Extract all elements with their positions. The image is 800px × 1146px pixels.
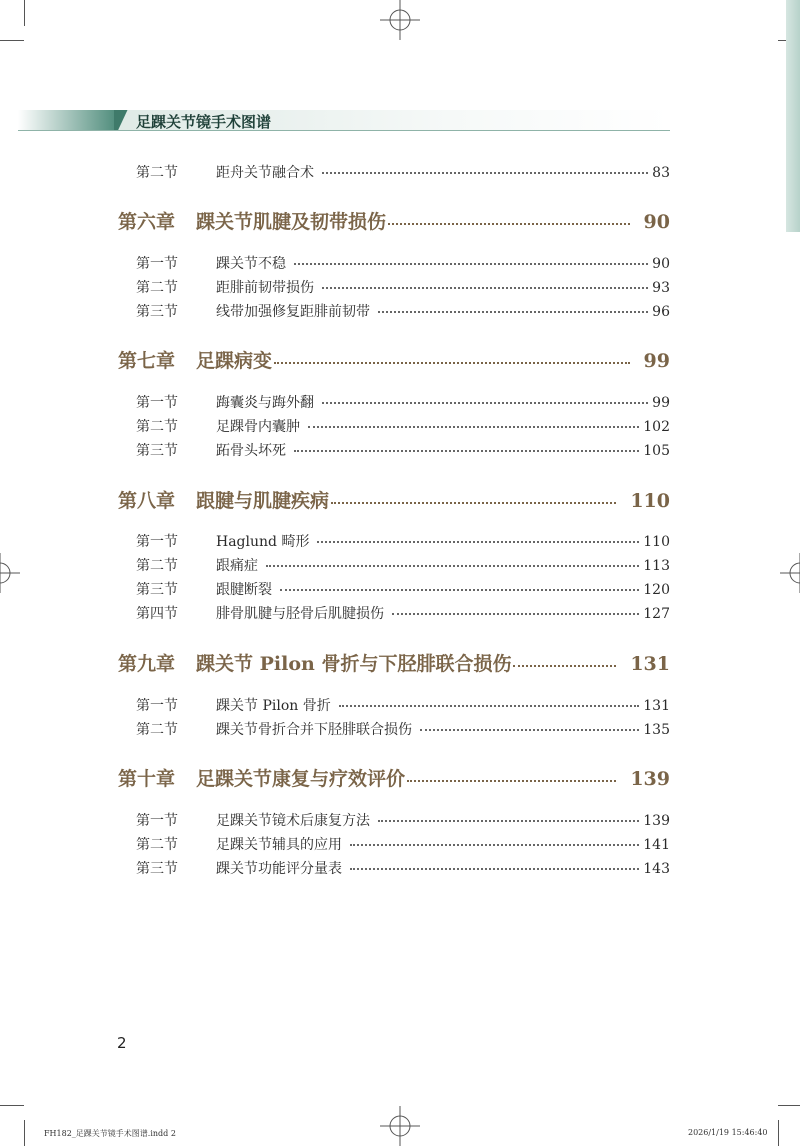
dot-leader (388, 222, 630, 225)
dot-leader (339, 704, 640, 707)
dot-leader (331, 501, 616, 504)
page-ref: 105 (643, 443, 670, 459)
dot-leader (322, 286, 648, 289)
book-title: 足踝关节镜手术图谱 (136, 113, 272, 131)
dot-leader (308, 425, 639, 428)
crop-mark (778, 1120, 779, 1146)
page-ref: 131 (630, 653, 670, 675)
section-number: 第四节 (136, 606, 178, 622)
dot-leader (378, 819, 639, 822)
section-title: 足踝关节辅具的应用 (216, 837, 342, 853)
crop-mark (24, 1120, 25, 1146)
dot-leader (294, 262, 648, 265)
section-number: 第一节 (136, 534, 178, 550)
toc-chapter-entry (118, 649, 670, 679)
toc-section-entry (118, 695, 670, 717)
section-title: 距腓前韧带损伤 (216, 280, 314, 296)
section-number: 第二节 (136, 165, 178, 181)
page-ref: 90 (643, 211, 670, 233)
page-ref: 131 (643, 698, 670, 714)
chapter-number: 第九章 (118, 653, 176, 675)
toc-section-entry (118, 392, 670, 414)
page-ref: 143 (643, 861, 670, 877)
section-title: 踝关节功能评分量表 (216, 861, 342, 877)
section-title: 跖骨头坏死 (216, 443, 286, 459)
toc-section-entry (118, 834, 670, 856)
page-ref: 99 (643, 350, 670, 372)
toc-section-entry (118, 579, 670, 601)
chapter-title: 踝关节 Pilon 骨折与下胫腓联合损伤 (196, 653, 512, 675)
section-title: 踝关节不稳 (216, 256, 286, 272)
page-ref: 99 (652, 395, 670, 411)
section-title: 跟腱断裂 (216, 582, 272, 598)
dot-leader (322, 171, 648, 174)
chapter-number: 第六章 (118, 211, 176, 233)
toc-section-entry (118, 555, 670, 577)
chapter-number: 第八章 (118, 490, 176, 512)
page-ref: 102 (643, 419, 670, 435)
toc-section-entry (118, 858, 670, 880)
section-number: 第三节 (136, 443, 178, 459)
section-title: 距舟关节融合术 (216, 165, 314, 181)
dot-leader (280, 588, 639, 591)
crop-mark (778, 1105, 800, 1106)
toc-section-entry (118, 440, 670, 462)
section-number: 第三节 (136, 582, 178, 598)
section-title: 踝关节骨折合并下胫腓联合损伤 (216, 722, 412, 738)
chapter-title: 足踝病变 (196, 350, 273, 372)
print-slug-file: FH182_足踝关节镜手术图谱.indd 2 (44, 1129, 176, 1138)
section-number: 第二节 (136, 722, 178, 738)
dot-leader (392, 612, 639, 615)
section-number: 第三节 (136, 304, 178, 320)
chapter-number: 第七章 (118, 350, 176, 372)
section-number: 第一节 (136, 395, 178, 411)
chapter-title: 足踝关节康复与疗效评价 (196, 768, 406, 790)
dot-leader (294, 449, 639, 452)
page-ref: 96 (652, 304, 670, 320)
edge-tab (786, 0, 800, 232)
section-number: 第一节 (136, 256, 178, 272)
section-title: 跟痛症 (216, 558, 258, 574)
crop-mark (0, 40, 24, 41)
toc-chapter-entry (118, 764, 670, 794)
dot-leader (317, 540, 639, 543)
section-title: 足踝关节镜术后康复方法 (216, 813, 370, 829)
toc-section-entry (118, 277, 670, 299)
section-number: 第一节 (136, 813, 178, 829)
registration-mark-icon (380, 0, 420, 40)
dot-leader (378, 310, 648, 313)
toc-chapter-entry (118, 346, 670, 376)
toc-section-entry (118, 416, 670, 438)
page-ref: 127 (643, 606, 670, 622)
dot-leader (322, 401, 648, 404)
section-title: 踝关节 Pilon 骨折 (216, 698, 331, 714)
page-ref: 110 (643, 534, 670, 550)
page-ref: 90 (652, 256, 670, 272)
page-ref: 120 (643, 582, 670, 598)
page-ref: 110 (630, 490, 670, 512)
chapter-number: 第十章 (118, 768, 176, 790)
page-ref: 135 (643, 722, 670, 738)
section-title: Haglund 畸形 (216, 534, 310, 550)
section-title: 线带加强修复距腓前韧带 (216, 304, 370, 320)
section-number: 第三节 (136, 861, 178, 877)
section-number: 第二节 (136, 837, 178, 853)
toc-chapter-entry (118, 486, 670, 516)
toc-section-entry (118, 603, 670, 625)
header-gradient (18, 110, 118, 130)
page-number: 2 (117, 1034, 127, 1052)
dot-leader (420, 728, 639, 731)
chapter-title: 跟腱与肌腱疾病 (196, 490, 330, 512)
registration-mark-icon (780, 553, 800, 593)
toc-section-entry (118, 162, 670, 184)
running-header (18, 110, 670, 131)
page-ref: 83 (652, 165, 670, 181)
toc-section-entry (118, 253, 670, 275)
page-ref: 113 (643, 558, 670, 574)
section-number: 第二节 (136, 419, 178, 435)
chapter-title: 踝关节肌腱及韧带损伤 (196, 211, 387, 233)
dot-leader (513, 664, 616, 667)
dot-leader (266, 564, 639, 567)
dot-leader (350, 867, 639, 870)
section-number: 第二节 (136, 558, 178, 574)
crop-mark (0, 1105, 24, 1106)
header-slant (114, 110, 134, 130)
crop-mark (24, 0, 25, 26)
dot-leader (274, 361, 630, 364)
page-ref: 141 (643, 837, 670, 853)
page-ref: 93 (652, 280, 670, 296)
section-title: 踇囊炎与踇外翻 (216, 395, 314, 411)
toc-section-entry (118, 531, 670, 553)
print-slug-date: 2026/1/19 15:46:40 (688, 1128, 768, 1137)
section-number: 第二节 (136, 280, 178, 296)
page-ref: 139 (630, 768, 670, 790)
section-number: 第一节 (136, 698, 178, 714)
page-ref: 139 (643, 813, 670, 829)
toc-section-entry (118, 810, 670, 832)
registration-mark-icon (0, 553, 20, 593)
dot-leader (407, 779, 616, 782)
toc-section-entry (118, 301, 670, 323)
toc-section-entry (118, 719, 670, 741)
section-title: 腓骨肌腱与胫骨后肌腱损伤 (216, 606, 384, 622)
dot-leader (350, 843, 639, 846)
section-title: 足踝骨内囊肿 (216, 419, 300, 435)
registration-mark-icon (380, 1106, 420, 1146)
toc-chapter-entry (118, 207, 670, 237)
